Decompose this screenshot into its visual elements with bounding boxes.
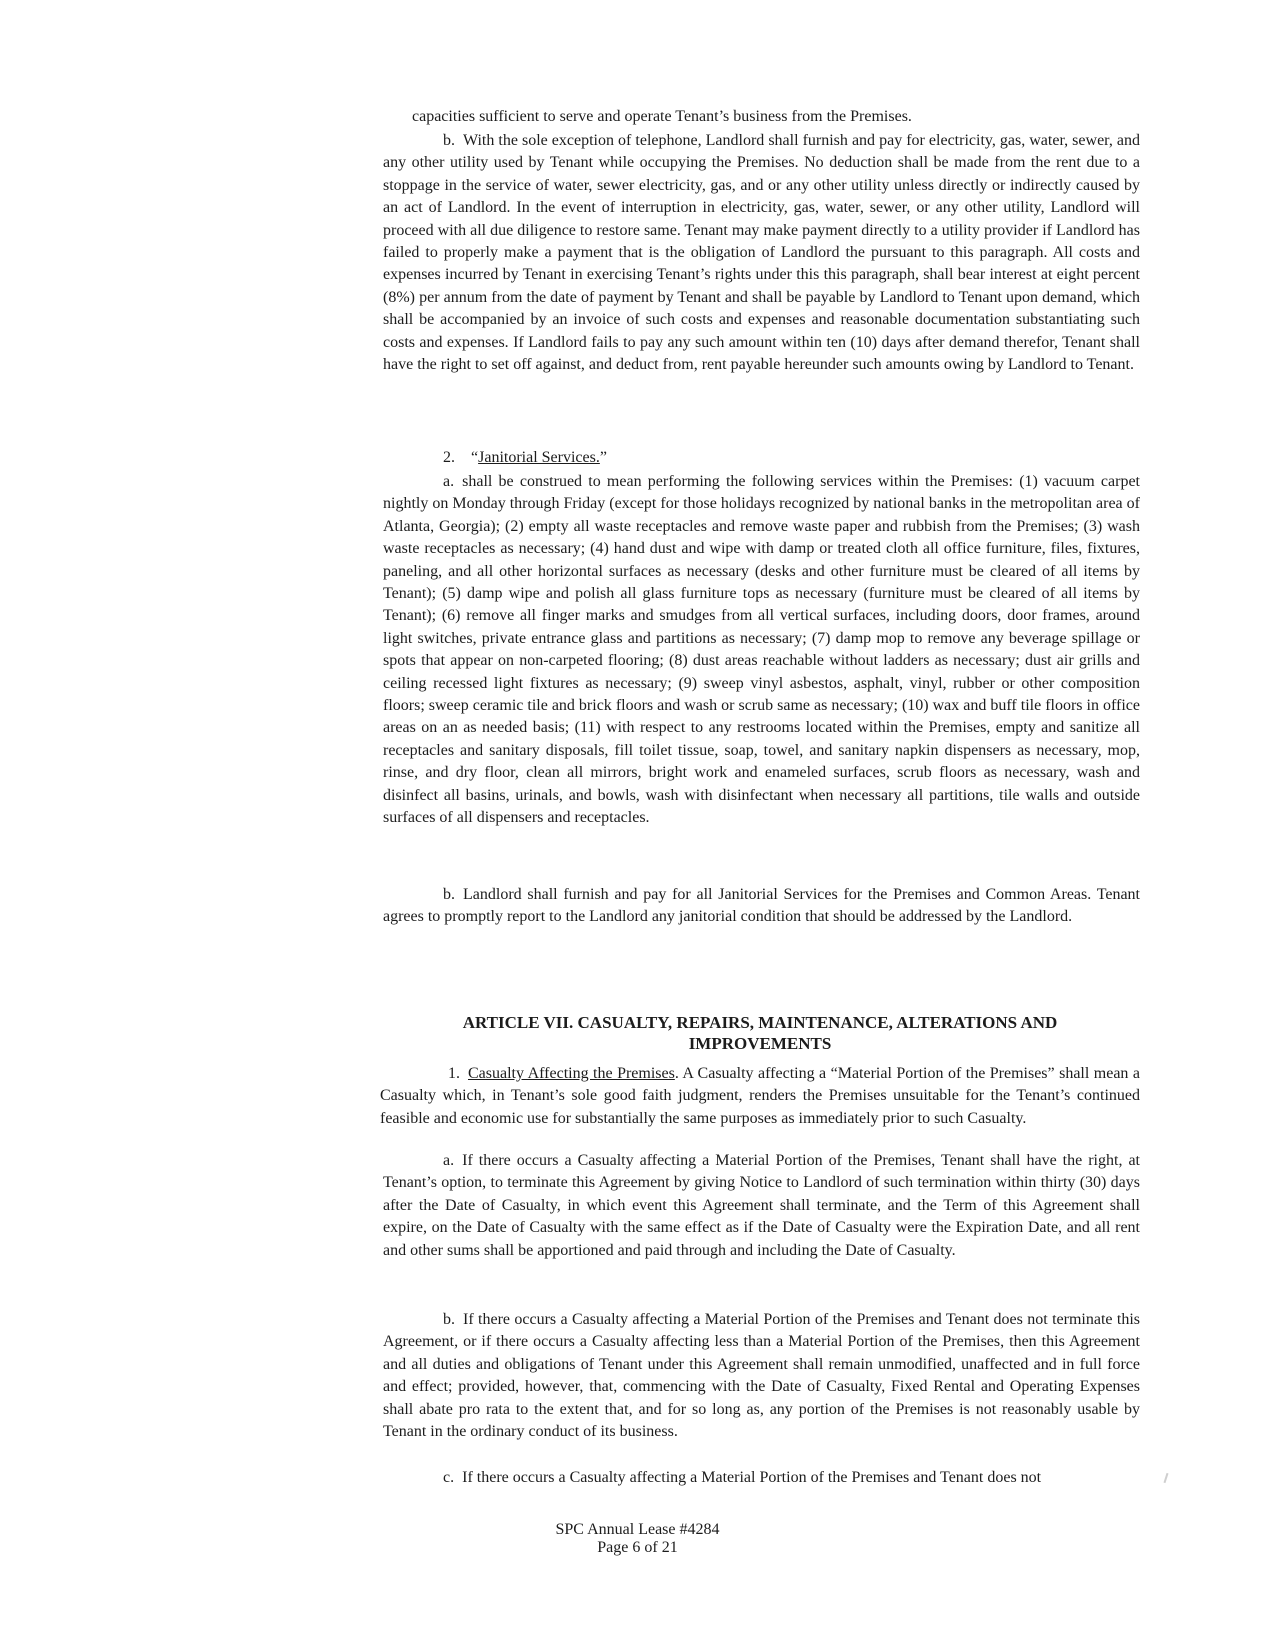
paragraph-text: . A Casualty affecting a “Material Portion of the Premises” shall mean a Casualty which, in Tenant’s sole good faith judgment, renders the Premises unsuitable for the Tenant’s continued feasible and economic use for substantially the same purposes as immediately prior to such Casualty. [380, 1065, 1140, 1127]
article-heading-line-2: IMPROVEMENTS [688, 1034, 832, 1053]
paragraph-text: If there occurs a Casualty affecting a Material Portion of the Premises and Tenant does not terminate this Agreement, or if there occurs a Casualty affecting less than a Material Portion of the Premises, then this Agreement and all duties and obligations of Tenant under this Agreement shall remain unmodified, unaffected and in full force and effect; provided, however, that, commencing with the Date of Casualty, Fixed Rental and Operating Expenses shall abate pro rata to the extent that, and for so long as, any portion of the Premises is not reasonably usable by Tenant in the ordinary conduct of its business. [383, 1311, 1140, 1441]
section-title: Janitorial Services. [478, 449, 600, 466]
paragraph-title: Casualty Affecting the Premises [468, 1065, 675, 1082]
paragraph-7-1b [383, 1309, 1140, 1443]
paragraph-label: a. [443, 473, 455, 490]
page-footer [0, 1521, 1275, 1557]
footer-page-number: Page 6 of 21 [597, 1539, 678, 1556]
paragraph-2a [383, 471, 1140, 830]
paragraph-7-1 [380, 1063, 1140, 1130]
paragraph-2b [383, 884, 1140, 929]
paragraph-text: shall be construed to mean performing the following services within the Premises: (1) vacuum carpet nightly on Monday through Friday (except for those holidays recognized by national banks in the metropolitan area of Atlanta, Georgia); (2) empty all waste receptacles and remove waste paper and rubbish from the Premises; (3) wash waste receptacles as necessary; (4) hand dust and wipe with damp or treated cloth all office furniture, files, fixtures, paneling, and all other horizontal surfaces as necessary (desks and other furniture must be cleared of all items by Tenant); (5) damp wipe and polish all glass furniture tops as necessary (furniture must be cleared of all items by Tenant); (6) remove all finger marks and smudges from all vertical surfaces, including doors, door frames, around light switches, private entrance glass and partitions as necessary; (7) damp mop to remove any beverage spillage or spots that appear on non-carpeted flooring; (8) dust areas reachable without ladders as necessary; dust air grills and ceiling recessed light fixtures as necessary; (9) sweep vinyl asbestos, asphalt, vinyl, rubber or other composition floors; sweep ceramic tile and brick floors and wash or scrub same as necessary; (10) wax and buff tile floors in office areas on an as needed basis; (11) with respect to any restrooms located within the Premises, empty and sanitize all receptacles and sanitary disposals, fill toilet tissue, soap, towel, and sanitary napkin dispensers as necessary, mop, rinse, and dry floor, clean all mirrors, bright work and enameled surfaces, scrub floors as necessary, wash and disinfect all basins, urinals, and bowls, wash with disinfectant when necessary all partitions, tile walls and outside surfaces of all dispensers and receptacles. [383, 473, 1140, 827]
paragraph-text: capacities sufficient to serve and operate Tenant’s business from the Premises. [412, 108, 912, 125]
paragraph-text: Landlord shall furnish and pay for all Janitorial Services for the Premises and Common Areas. Tenant agrees to promptly report to the Landlord any janitorial condition that should be addressed by the Landlord. [383, 886, 1140, 926]
open-quote: “ [471, 449, 479, 466]
footer-document-id: SPC Annual Lease #4284 [555, 1521, 720, 1538]
section-number: 2. [443, 449, 455, 466]
paragraph-number: 1. [448, 1065, 460, 1082]
paragraph-label: b. [443, 1311, 455, 1328]
paragraph-text: With the sole exception of telephone, Landlord shall furnish and pay for electricity, gas, water, sewer, and any other utility used by Tenant while occupying the Premises. No deduction shall be made from the rent due to a stoppage in the service of water, sewer electricity, gas, and or any other utility unless directly or indirectly caused by an act of Landlord. In the event of interruption in electricity, gas, water, sewer, or any other utility, Landlord will proceed with all due diligence to restore same. Tenant may make payment directly to a utility provider if Landlord has failed to properly make a payment that is the obligation of Landlord the pursuant to this paragraph. All costs and expenses incurred by Tenant in exercising Tenant’s rights under this this paragraph, shall bear interest at eight percent (8%) per annum from the date of payment by Tenant and shall be payable by Landlord to Tenant upon demand, which shall be accompanied by an invoice of such costs and expenses and reasonable documentation substantiating such costs and expenses. If Landlord fails to pay any such amount within ten (10) days after demand therefor, Tenant shall have the right to set off against, and deduct from, rent payable hereunder such amounts owing by Landlord to Tenant. [383, 132, 1140, 374]
paragraph-label: b. [443, 132, 455, 149]
section-2-heading [443, 447, 607, 469]
article-heading [380, 1012, 1140, 1054]
paragraph-text: If there occurs a Casualty affecting a Material Portion of the Premises, Tenant shall have the right, at Tenant’s option, to terminate this Agreement by giving Notice to Landlord of such termination within thirty (30) days after the Date of Casualty, in which event this Agreement shall terminate, and the Term of this Agreement shall expire, on the Date of Casualty with the same effect as if the Date of Casualty were the Expiration Date, and all rent and other sums shall be apportioned and paid through and including the Date of Casualty. [383, 1152, 1140, 1259]
paragraph-continuation [412, 106, 1140, 128]
paragraph-label: a. [443, 1152, 455, 1169]
close-quote: ” [599, 449, 607, 466]
paragraph-7-1c [383, 1467, 1140, 1489]
paragraph-text: If there occurs a Casualty affecting a Material Portion of the Premises and Tenant does not [462, 1469, 1042, 1486]
paragraph-label: c. [443, 1469, 455, 1486]
article-heading-line-1: ARTICLE VII. CASUALTY, REPAIRS, MAINTENANCE, ALTERATIONS AND [462, 1013, 1058, 1032]
paragraph-7-1a [383, 1150, 1140, 1262]
paragraph-label: b. [443, 886, 455, 903]
scan-mark [1164, 1473, 1169, 1483]
paragraph-1b [383, 130, 1140, 376]
